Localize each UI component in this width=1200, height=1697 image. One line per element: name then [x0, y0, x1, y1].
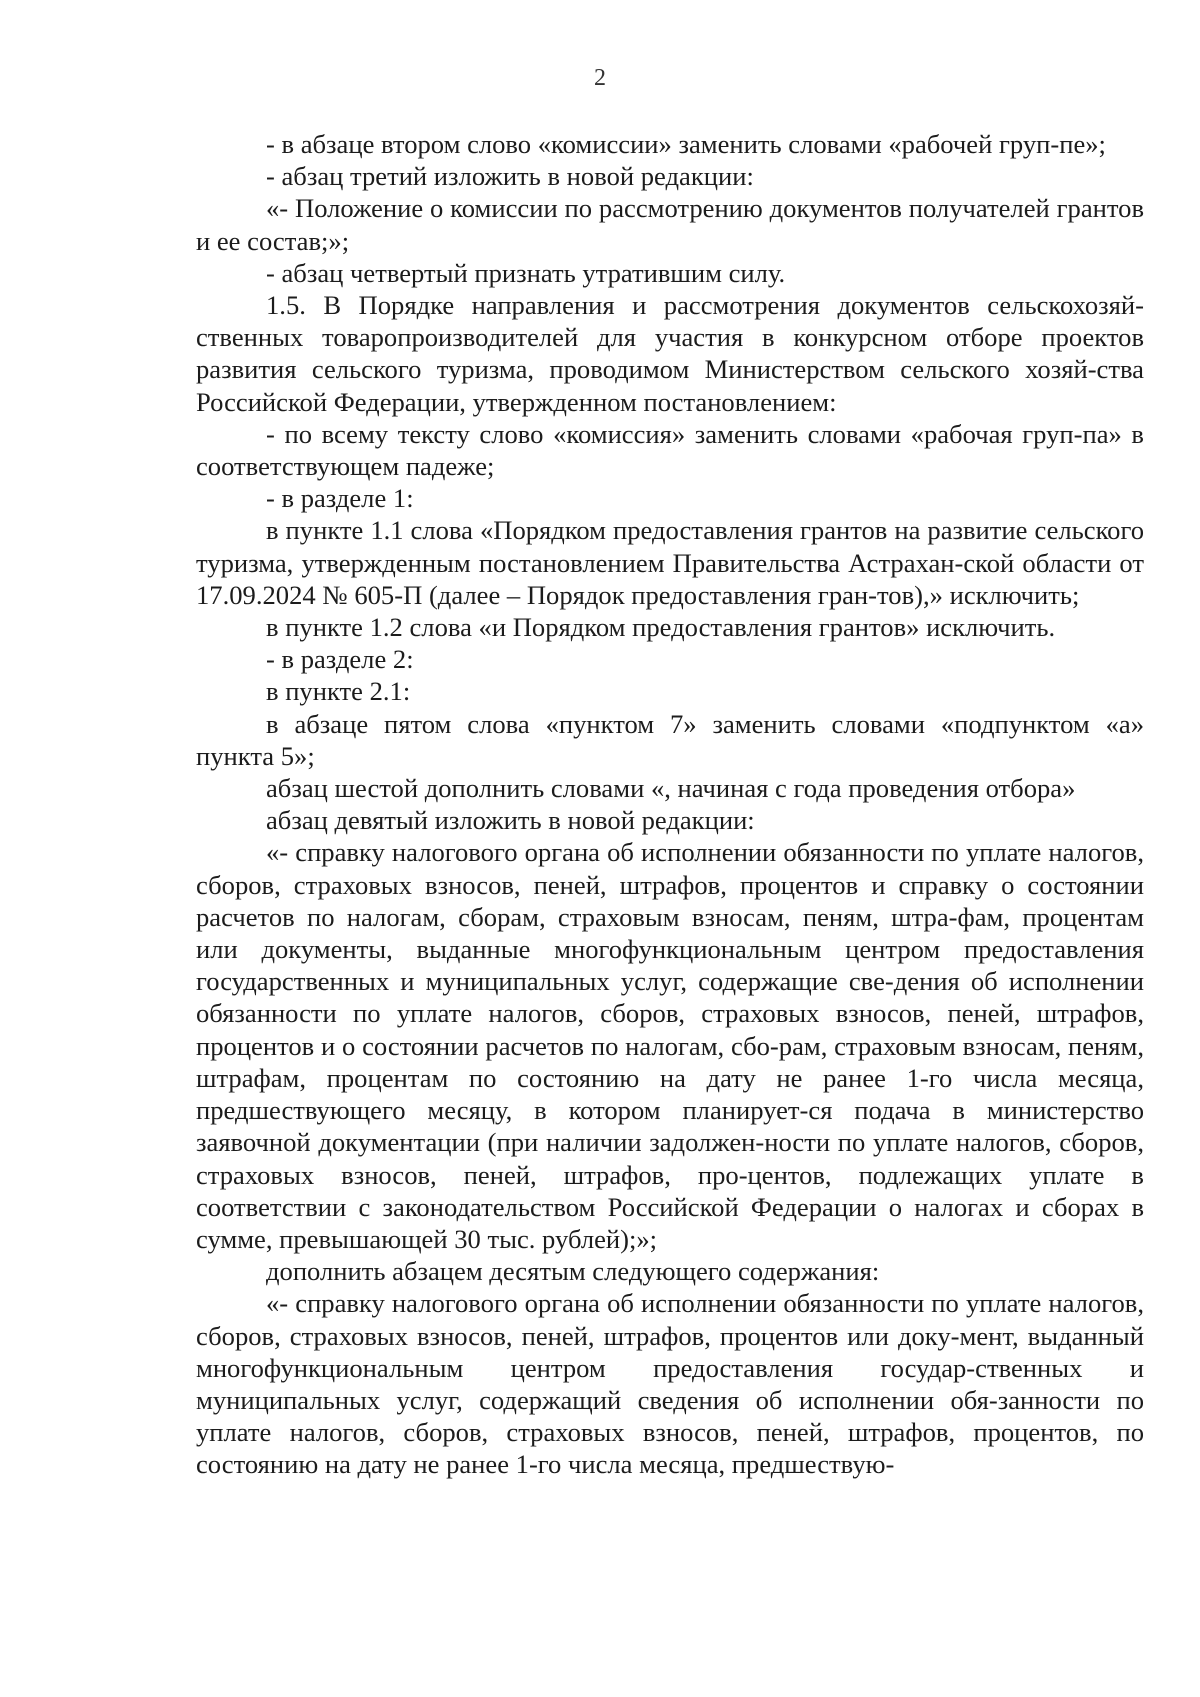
paragraph: абзац шестой дополнить словами «, начиная с года проведения отбора»	[266, 773, 1076, 804]
paragraph: 1.5. В Порядке направления и рассмотрения документов сельскохозяй-ственных товаропроизводителей для участия в конкурсном отборе проектов развития сельского туризма, проводимом Министерством сельского хозяй-ства Российской Федерации, утвержденном постановлением:	[196, 290, 1144, 417]
paragraph: в пункте 1.1 слова «Порядком предоставления грантов на развитие сельского туризма, утвержденным постановлением Правительства Астрахан-ской области от 17.09.2024 № 605-П (далее – Порядок предоставления гран-тов),» исключить;	[196, 515, 1144, 610]
paragraph: в пункте 1.2 слова «и Порядком предоставления грантов» исключить.	[266, 612, 1056, 643]
document-body	[196, 128, 1144, 1481]
paragraph: - в разделе 1:	[266, 483, 414, 514]
paragraph: в пункте 2.1:	[266, 676, 411, 707]
paragraph: «- справку налогового органа об исполнении обязанности по уплате налогов, сборов, страховых взносов, пеней, штрафов, процентов и справку о состоянии расчетов по налогам, сборам, страховым взносам, пеням, штра-фам, процентам или документы, выданные многофункциональным центром предоставления государственных и муниципальных услуг, содержащие све-дения об исполнении обязанности по уплате налогов, сборов, страховых взносов, пеней, штрафов, процентов и о состоянии расчетов по налогам, сбо-рам, страховым взносам, пеням, штрафам, процентам по состоянию на дату не ранее 1-го числа месяца, предшествующего месяцу, в котором планирует-ся подача в министерство заявочной документации (при наличии задолжен-ности по уплате налогов, сборов, страховых взносов, пеней, штрафов, про-центов, подлежащих уплате в соответствии с законодательством Российской Федерации о налогах и сборах в сумме, превышающей 30 тыс. рублей);»;	[196, 837, 1144, 1254]
paragraph: «- Положение о комиссии по рассмотрению документов получателей грантов и ее состав;»;	[196, 193, 1144, 256]
paragraph: абзац девятый изложить в новой редакции:	[266, 805, 755, 836]
paragraph: - абзац четвертый признать утратившим силу.	[266, 257, 786, 288]
paragraph: «- справку налогового органа об исполнении обязанности по уплате налогов, сборов, страховых взносов, пеней, штрафов, процентов или доку-мент, выданный многофункциональным центром предоставления государ-ственных и муниципальных услуг, содержащий сведения об исполнении обя-занности по уплате налогов, сборов, страховых взносов, пеней, штрафов, процентов, по состоянию на дату не ранее 1-го числа месяца, предшествую-	[196, 1288, 1144, 1480]
paragraph: - абзац третий изложить в новой редакции:	[266, 161, 754, 192]
paragraph: дополнить абзацем десятым следующего содержания:	[266, 1256, 880, 1287]
paragraph: - в абзаце втором слово «комиссии» заменить словами «рабочей груп-пе»;	[266, 129, 1106, 159]
paragraph: - в разделе 2:	[266, 644, 414, 675]
paragraph: - по всему тексту слово «комиссия» заменить словами «рабочая груп-па» в соответствующем падеже;	[196, 418, 1144, 482]
paragraph: в абзаце пятом слова «пунктом 7» заменить словами «подпунктом «а» пункта 5»;	[196, 708, 1144, 771]
page-number: 2	[594, 65, 606, 91]
